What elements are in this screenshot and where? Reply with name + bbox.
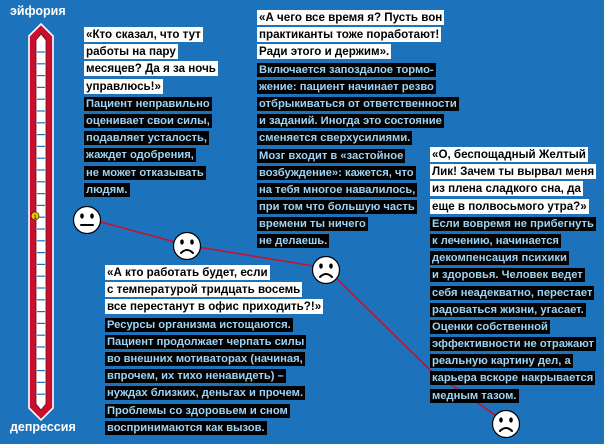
desc-line: времени ты ничего <box>259 218 366 231</box>
stage-desc-2 <box>257 60 459 249</box>
stage-desc-1 <box>84 94 218 197</box>
quote-line: «А чего все время я? Пусть вон <box>259 11 443 24</box>
desc-line: отбрыкиваться от ответственности <box>259 97 457 110</box>
sad-face-icon <box>172 231 202 261</box>
neutral-face-icon <box>72 205 102 235</box>
quote-line: «Кто сказал, что тут <box>86 28 201 41</box>
desc-line: возбуждение»: кажется, что <box>259 166 414 179</box>
stage-desc-3 <box>105 315 323 435</box>
desc-line: не может отказывать <box>86 166 204 179</box>
quote-line: все перестанут в офис приходить?!» <box>107 300 322 314</box>
desc-line: эффективности не отражают <box>432 338 595 351</box>
scale-top-label: эйфория <box>10 4 66 18</box>
desc-line: Пациент продолжает черпать силы <box>107 335 305 348</box>
desc-line: и здоровья. Человек ведет <box>432 269 583 282</box>
desc-line: радоваться жизни, угасает. <box>432 303 584 316</box>
level-marker-label: 1 <box>33 215 37 221</box>
quote-line: управлюсь!» <box>86 79 161 93</box>
stage-block-3 <box>105 263 323 435</box>
desc-line: Ресурсы организма истощаются. <box>107 318 291 331</box>
quote-line: из плена сладкого сна, да <box>432 182 581 196</box>
quote-line: работы на пару <box>86 45 176 59</box>
desc-line: Проблемы со здоровьем и сном <box>107 404 288 417</box>
desc-line: жение: пациент начинает резво <box>259 80 434 93</box>
quote-line: «А кто работать будет, если <box>107 266 268 279</box>
stage-block-2 <box>257 8 459 249</box>
quote-line: Ради этого и держим». <box>259 45 390 59</box>
stage-desc-4 <box>430 214 596 403</box>
desc-line: людям. <box>86 183 128 196</box>
quote-line: еще в полвосьмого утра?» <box>432 199 587 213</box>
desc-line: Мозг входит в «застойное <box>259 149 404 162</box>
stage-quote-1 <box>84 25 218 94</box>
stage-quote-3 <box>105 263 323 315</box>
desc-line: во внешних мотиваторах (начиная, <box>107 352 303 365</box>
desc-line: декомпенсация психики <box>432 252 567 265</box>
desc-line: Пациент неправильно <box>86 97 210 110</box>
desc-line: медным тазом. <box>432 389 517 402</box>
quote-line: с температурой тридцать восемь <box>107 283 301 297</box>
desc-line: к лечению, начинается <box>432 234 559 247</box>
desc-line: реальную картину дел, а <box>432 355 571 368</box>
stage-quote-4 <box>430 145 596 214</box>
quote-line: Лик! Зачем ты вырвал меня <box>432 165 595 179</box>
quote-line: месяцев? Да я за ночь <box>86 62 216 76</box>
stage-block-4 <box>430 145 596 403</box>
quote-line: практиканты тоже поработают! <box>259 28 440 42</box>
desc-line: Оценки собственной <box>432 320 548 333</box>
desc-line: и заданий. Иногда это состояние <box>259 115 442 128</box>
desc-line: оценивает свои силы, <box>86 114 210 127</box>
desc-line: впрочем, их тихо ненавидеть) – <box>107 370 284 383</box>
desc-line: при том что большую часть <box>259 201 415 214</box>
desc-line: жаждет одобрения, <box>86 149 194 162</box>
stage-block-1 <box>84 25 218 197</box>
sad-face-icon <box>311 255 341 285</box>
desc-line: нуждах близких, деньгах и прочем. <box>107 387 304 400</box>
desc-line: Если вовремя не прибегнуть <box>432 217 594 230</box>
sad-face-icon <box>491 409 521 439</box>
desc-line: сменяется сверхусилиями. <box>259 132 411 145</box>
desc-line: подавляет усталость, <box>86 132 207 145</box>
desc-line: воспринимаются как вызов. <box>107 421 265 434</box>
desc-line: Включается запоздалое тормо- <box>259 63 434 76</box>
thermometer-tube <box>36 34 46 410</box>
desc-line: себя неадекватно, перестает <box>432 286 593 299</box>
desc-line: не делаешь. <box>259 235 328 248</box>
quote-line: «О, беспощадный Желтый <box>432 148 586 161</box>
desc-line: на тебя многое навалилось, <box>259 183 416 196</box>
desc-line: карьера вскоре накрывается <box>432 372 594 385</box>
stage-quote-2 <box>257 8 459 60</box>
scale-bottom-label: депрессия <box>10 420 76 434</box>
